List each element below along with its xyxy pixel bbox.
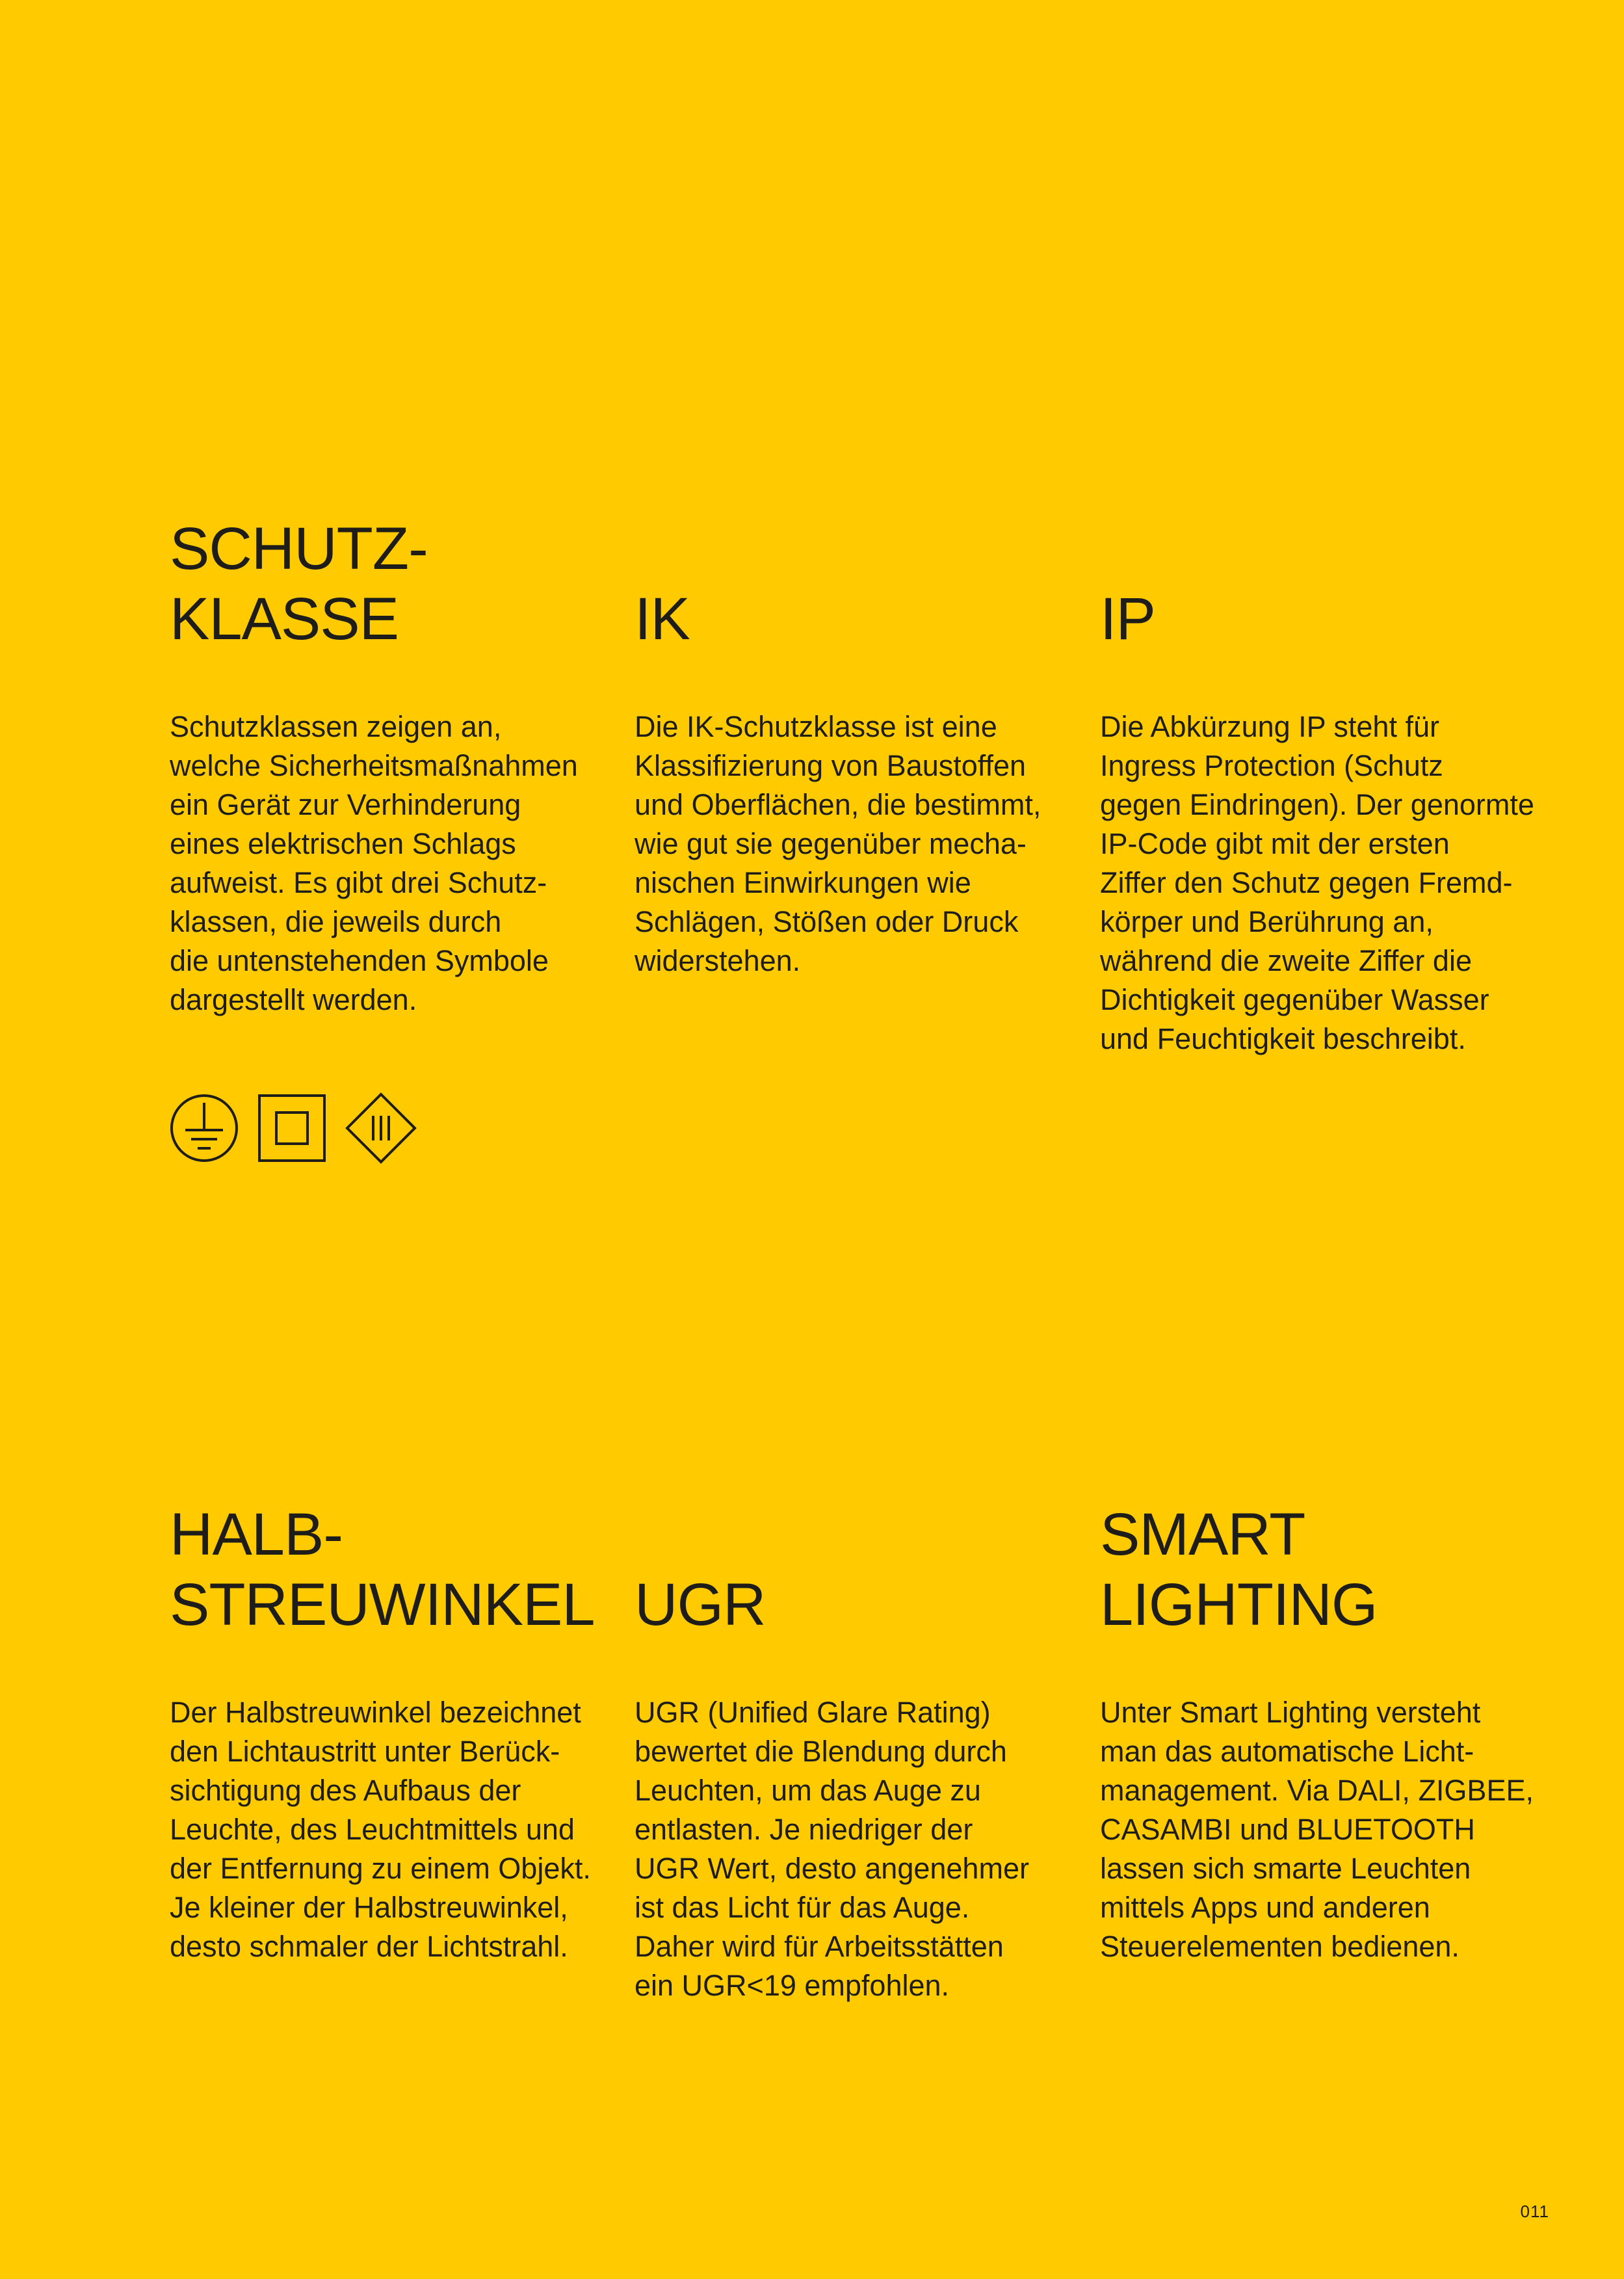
- heading-line: UGR: [635, 1572, 766, 1638]
- heading-line: SMART: [1100, 1501, 1305, 1568]
- body-line: UGR Wert, desto angenehmer: [635, 1852, 1029, 1885]
- body-line: sichtigung des Aufbaus der: [170, 1774, 521, 1807]
- body-schutzklasse: [170, 707, 599, 1020]
- heading-line: IK: [635, 586, 690, 652]
- section-smart-lighting: [1100, 1499, 1534, 1966]
- body-line: Ziffer den Schutz gegen Fremd-: [1100, 866, 1513, 899]
- protection-class-3-low-voltage-icon: [345, 1092, 417, 1164]
- body-ip: [1100, 707, 1534, 1059]
- section-schutzklasse: [170, 514, 599, 1020]
- heading-line: HALB-: [170, 1501, 343, 1568]
- protection-class-1-earth-icon: [170, 1094, 239, 1163]
- body-line: ein UGR<19 empfohlen.: [635, 1969, 950, 2002]
- body-line: widerstehen.: [635, 944, 801, 977]
- heading-ugr: [635, 1570, 765, 1640]
- body-line: dargestellt werden.: [170, 983, 417, 1016]
- heading-ik: [635, 584, 690, 654]
- section-ugr: [635, 1499, 1064, 2005]
- heading-line: KLASSE: [170, 586, 399, 652]
- heading-ip: [1100, 584, 1155, 654]
- body-line: IP-Code gibt mit der ersten: [1100, 827, 1450, 860]
- heading-line: IP: [1100, 586, 1155, 652]
- body-line: mittels Apps und anderen: [1100, 1891, 1430, 1924]
- body-line: und Feuchtigkeit beschreibt.: [1100, 1022, 1466, 1055]
- body-line: den Lichtaustritt unter Berück-: [170, 1735, 560, 1768]
- heading-smart-lighting: [1100, 1499, 1377, 1640]
- body-line: Steuerelementen bedienen.: [1100, 1930, 1460, 1963]
- heading-halbstreuwinkel: [170, 1499, 595, 1640]
- body-line: und Oberflächen, die bestimmt,: [635, 788, 1041, 821]
- body-line: Je kleiner der Halbstreuwinkel,: [170, 1891, 568, 1924]
- heading-line: SCHUTZ-: [170, 516, 428, 582]
- body-line: entlasten. Je niedriger der: [635, 1813, 973, 1846]
- heading-line: STREUWINKEL: [170, 1572, 595, 1638]
- section-halbstreuwinkel: [170, 1499, 599, 1966]
- body-line: Leuchten, um das Auge zu: [635, 1774, 981, 1807]
- protection-class-symbols: [170, 1092, 417, 1164]
- body-line: der Entfernung zu einem Objekt.: [170, 1852, 591, 1885]
- body-line: die untenstehenden Symbole: [170, 944, 549, 977]
- heading-schutzklasse: [170, 514, 428, 654]
- body-line: körper und Berührung an,: [1100, 905, 1434, 938]
- body-line: ein Gerät zur Verhinderung: [170, 788, 521, 821]
- body-halbstreuwinkel: [170, 1693, 599, 1966]
- body-smart-lighting: [1100, 1693, 1534, 1966]
- body-line: nischen Einwirkungen wie: [635, 866, 971, 899]
- body-line: Dichtigkeit gegenüber Wasser: [1100, 983, 1489, 1016]
- body-ik: [635, 707, 1064, 981]
- body-line: ist das Licht für das Auge.: [635, 1891, 970, 1924]
- section-ip: [1100, 514, 1534, 1059]
- body-ugr: [635, 1693, 1064, 2005]
- body-line: CASAMBI und BLUETOOTH: [1100, 1813, 1475, 1846]
- body-line: Die Abkürzung IP steht für: [1100, 710, 1439, 743]
- body-line: bewertet die Blendung durch: [635, 1735, 1007, 1768]
- heading-line: LIGHTING: [1100, 1572, 1378, 1638]
- body-line: lassen sich smarte Leuchten: [1100, 1852, 1471, 1885]
- body-line: UGR (Unified Glare Rating): [635, 1696, 991, 1729]
- page-number: 011: [1520, 2202, 1549, 2221]
- body-line: desto schmaler der Lichtstrahl.: [170, 1930, 568, 1963]
- body-line: klassen, die jeweils durch: [170, 905, 502, 938]
- body-line: aufweist. Es gibt drei Schutz-: [170, 866, 547, 899]
- body-line: welche Sicherheitsmaßnahmen: [170, 749, 578, 782]
- body-line: Klassifizierung von Baustoffen: [635, 749, 1027, 782]
- body-line: Unter Smart Lighting versteht: [1100, 1696, 1481, 1729]
- body-line: gegen Eindringen). Der genormte: [1100, 788, 1534, 821]
- body-line: Die IK-Schutzklasse ist eine: [635, 710, 997, 743]
- body-line: eines elektrischen Schlags: [170, 827, 516, 860]
- body-line: management. Via DALI, ZIGBEE,: [1100, 1774, 1534, 1807]
- body-line: Schutzklassen zeigen an,: [170, 710, 502, 743]
- body-line: Ingress Protection (Schutz: [1100, 749, 1443, 782]
- section-ik: [635, 514, 1064, 981]
- body-line: man das automatische Licht-: [1100, 1735, 1474, 1768]
- body-line: Schlägen, Stößen oder Druck: [635, 905, 1019, 938]
- body-line: Leuchte, des Leuchtmittels und: [170, 1813, 575, 1846]
- body-line: wie gut sie gegenüber mecha-: [635, 827, 1027, 860]
- protection-class-2-double-insulation-icon: [258, 1094, 326, 1162]
- body-line: während die zweite Ziffer die: [1100, 944, 1472, 977]
- body-line: Daher wird für Arbeitsstätten: [635, 1930, 1004, 1963]
- body-line: Der Halbstreuwinkel bezeichnet: [170, 1696, 581, 1729]
